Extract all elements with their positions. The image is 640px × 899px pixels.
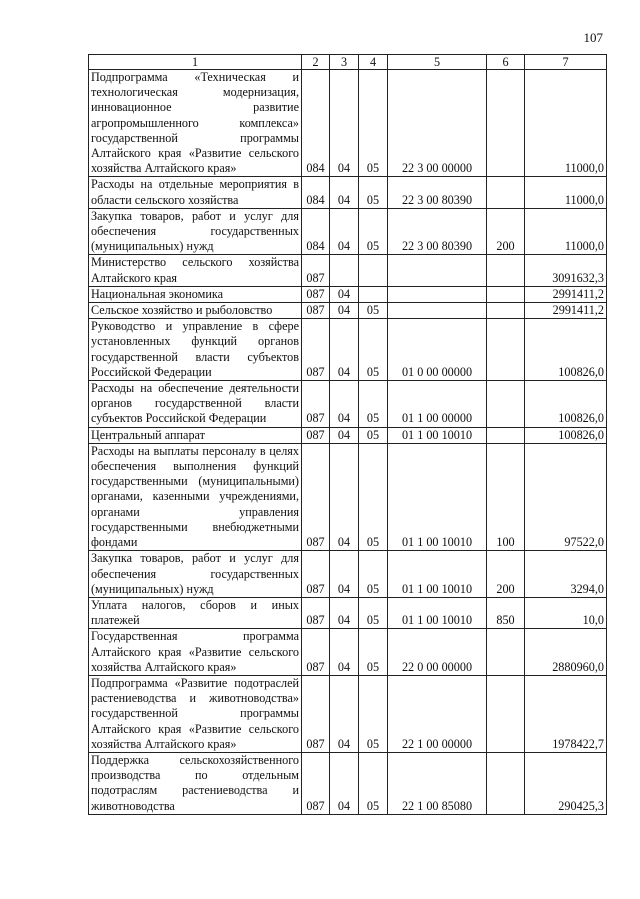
table-row — [89, 675, 607, 752]
row-section-cell: 04 — [330, 427, 359, 443]
row-target-article-cell: 22 0 00 00000 — [388, 629, 487, 676]
header-col-6: 6 — [487, 55, 525, 70]
table-body — [89, 70, 607, 815]
row-expense-type-cell: 850 — [487, 597, 525, 628]
row-section-cell: 04 — [330, 70, 359, 177]
row-grbs-cell: 087 — [302, 443, 330, 550]
header-col-4: 4 — [359, 55, 388, 70]
row-expense-type-cell — [487, 675, 525, 752]
row-subsection-cell: 05 — [359, 629, 388, 676]
header-col-2: 2 — [302, 55, 330, 70]
row-grbs-cell: 087 — [302, 381, 330, 428]
row-name-cell: Расходы на отдельные мероприятия в области сельского хозяйства — [89, 177, 302, 208]
row-sum-cell: 3294,0 — [525, 551, 607, 598]
row-name-cell: Расходы на выплаты персоналу в целях обеспечения выполнения функций государственными (муниципальными) органами, казенными учреждениями, органами управления государственными внебюджетными фондами — [89, 443, 302, 550]
row-grbs-cell: 084 — [302, 70, 330, 177]
row-name-cell: Министерство сельского хозяйства Алтайского края — [89, 255, 302, 286]
row-sum-cell: 2991411,2 — [525, 303, 607, 319]
row-section-cell: 04 — [330, 629, 359, 676]
row-target-article-cell: 22 3 00 80390 — [388, 208, 487, 255]
row-grbs-cell: 084 — [302, 177, 330, 208]
row-target-article-cell: 01 1 00 10010 — [388, 427, 487, 443]
row-sum-cell: 100826,0 — [525, 381, 607, 428]
row-target-article-cell: 22 1 00 85080 — [388, 752, 487, 814]
row-target-article-cell: 01 1 00 10010 — [388, 597, 487, 628]
table-row — [89, 70, 607, 177]
row-section-cell: 04 — [330, 752, 359, 814]
header-col-3: 3 — [330, 55, 359, 70]
row-section-cell: 04 — [330, 319, 359, 381]
table-header — [89, 55, 607, 70]
row-sum-cell: 3091632,3 — [525, 255, 607, 286]
row-section-cell: 04 — [330, 597, 359, 628]
table-row — [89, 286, 607, 302]
row-expense-type-cell: 200 — [487, 551, 525, 598]
row-sum-cell: 290425,3 — [525, 752, 607, 814]
header-row — [89, 55, 607, 70]
row-subsection-cell: 05 — [359, 675, 388, 752]
row-grbs-cell: 087 — [302, 255, 330, 286]
row-grbs-cell: 087 — [302, 427, 330, 443]
row-grbs-cell: 087 — [302, 629, 330, 676]
row-target-article-cell — [388, 286, 487, 302]
row-sum-cell: 100826,0 — [525, 427, 607, 443]
row-section-cell: 04 — [330, 551, 359, 598]
row-section-cell: 04 — [330, 208, 359, 255]
table-row — [89, 597, 607, 628]
row-subsection-cell: 05 — [359, 551, 388, 598]
row-grbs-cell: 087 — [302, 319, 330, 381]
row-grbs-cell: 087 — [302, 675, 330, 752]
page-number: 107 — [583, 30, 603, 45]
row-name-cell: Подпрограмма «Развитие подотраслей растениеводства и животноводства» государственной программы Алтайского края «Развитие сельского хозяйства Алтайского края» — [89, 675, 302, 752]
row-expense-type-cell — [487, 255, 525, 286]
table-row — [89, 208, 607, 255]
row-grbs-cell: 087 — [302, 597, 330, 628]
row-subsection-cell: 05 — [359, 752, 388, 814]
row-subsection-cell — [359, 286, 388, 302]
row-expense-type-cell — [487, 319, 525, 381]
row-section-cell: 04 — [330, 381, 359, 428]
row-subsection-cell: 05 — [359, 427, 388, 443]
row-section-cell: 04 — [330, 303, 359, 319]
header-col-5: 5 — [388, 55, 487, 70]
row-section-cell — [330, 255, 359, 286]
row-grbs-cell: 087 — [302, 303, 330, 319]
row-expense-type-cell — [487, 629, 525, 676]
row-section-cell: 04 — [330, 177, 359, 208]
row-expense-type-cell: 200 — [487, 208, 525, 255]
row-target-article-cell — [388, 303, 487, 319]
row-sum-cell: 11000,0 — [525, 70, 607, 177]
table-row — [89, 427, 607, 443]
row-subsection-cell: 05 — [359, 597, 388, 628]
row-expense-type-cell — [487, 427, 525, 443]
row-sum-cell: 10,0 — [525, 597, 607, 628]
row-subsection-cell: 05 — [359, 70, 388, 177]
row-target-article-cell: 01 1 00 10010 — [388, 443, 487, 550]
row-sum-cell: 1978422,7 — [525, 675, 607, 752]
row-section-cell: 04 — [330, 286, 359, 302]
row-target-article-cell: 22 3 00 80390 — [388, 177, 487, 208]
row-subsection-cell — [359, 255, 388, 286]
row-section-cell: 04 — [330, 443, 359, 550]
table-row — [89, 629, 607, 676]
row-name-cell: Сельское хозяйство и рыболовство — [89, 303, 302, 319]
row-name-cell: Расходы на обеспечение деятельности органов государственной власти субъектов Российской Федерации — [89, 381, 302, 428]
row-name-cell: Национальная экономика — [89, 286, 302, 302]
table-row — [89, 381, 607, 428]
row-target-article-cell: 22 1 00 00000 — [388, 675, 487, 752]
row-expense-type-cell — [487, 381, 525, 428]
row-expense-type-cell — [487, 286, 525, 302]
table-row — [89, 177, 607, 208]
table-row — [89, 443, 607, 550]
row-target-article-cell: 22 3 00 00000 — [388, 70, 487, 177]
row-sum-cell: 11000,0 — [525, 208, 607, 255]
header-col-1: 1 — [89, 55, 302, 70]
row-target-article-cell: 01 1 00 10010 — [388, 551, 487, 598]
table-row — [89, 752, 607, 814]
row-target-article-cell: 01 0 00 00000 — [388, 319, 487, 381]
row-expense-type-cell — [487, 303, 525, 319]
row-grbs-cell: 084 — [302, 208, 330, 255]
header-col-7: 7 — [525, 55, 607, 70]
table-row — [89, 255, 607, 286]
row-name-cell: Закупка товаров, работ и услуг для обеспечения государственных (муниципальных) нужд — [89, 208, 302, 255]
table-row — [89, 303, 607, 319]
row-name-cell: Руководство и управление в сфере установленных функций органов государственной власти субъектов Российской Федерации — [89, 319, 302, 381]
row-name-cell: Центральный аппарат — [89, 427, 302, 443]
row-target-article-cell — [388, 255, 487, 286]
row-target-article-cell: 01 1 00 00000 — [388, 381, 487, 428]
budget-table — [88, 54, 607, 815]
row-name-cell: Уплата налогов, сборов и иных платежей — [89, 597, 302, 628]
row-sum-cell: 11000,0 — [525, 177, 607, 208]
row-grbs-cell: 087 — [302, 752, 330, 814]
row-expense-type-cell — [487, 177, 525, 208]
row-subsection-cell: 05 — [359, 208, 388, 255]
row-subsection-cell: 05 — [359, 443, 388, 550]
row-sum-cell: 97522,0 — [525, 443, 607, 550]
row-subsection-cell: 05 — [359, 319, 388, 381]
row-expense-type-cell — [487, 70, 525, 177]
table-row — [89, 551, 607, 598]
row-grbs-cell: 087 — [302, 551, 330, 598]
row-name-cell: Поддержка сельскохозяйственного производства по отдельным подотраслям растениеводства и животноводства — [89, 752, 302, 814]
row-grbs-cell: 087 — [302, 286, 330, 302]
table-row — [89, 319, 607, 381]
row-name-cell: Закупка товаров, работ и услуг для обеспечения государственных (муниципальных) нужд — [89, 551, 302, 598]
row-expense-type-cell — [487, 752, 525, 814]
row-subsection-cell: 05 — [359, 303, 388, 319]
row-sum-cell: 100826,0 — [525, 319, 607, 381]
row-sum-cell: 2991411,2 — [525, 286, 607, 302]
row-subsection-cell: 05 — [359, 177, 388, 208]
row-name-cell: Государственная программа Алтайского края «Развитие сельского хозяйства Алтайского края» — [89, 629, 302, 676]
row-section-cell: 04 — [330, 675, 359, 752]
row-expense-type-cell: 100 — [487, 443, 525, 550]
row-subsection-cell: 05 — [359, 381, 388, 428]
row-sum-cell: 2880960,0 — [525, 629, 607, 676]
row-name-cell: Подпрограмма «Техническая и технологическая модернизация, инновационное развитие агропромышленного комплекса» государственной программы Алтайского края «Развитие сельского хозяйства Алтайского края» — [89, 70, 302, 177]
